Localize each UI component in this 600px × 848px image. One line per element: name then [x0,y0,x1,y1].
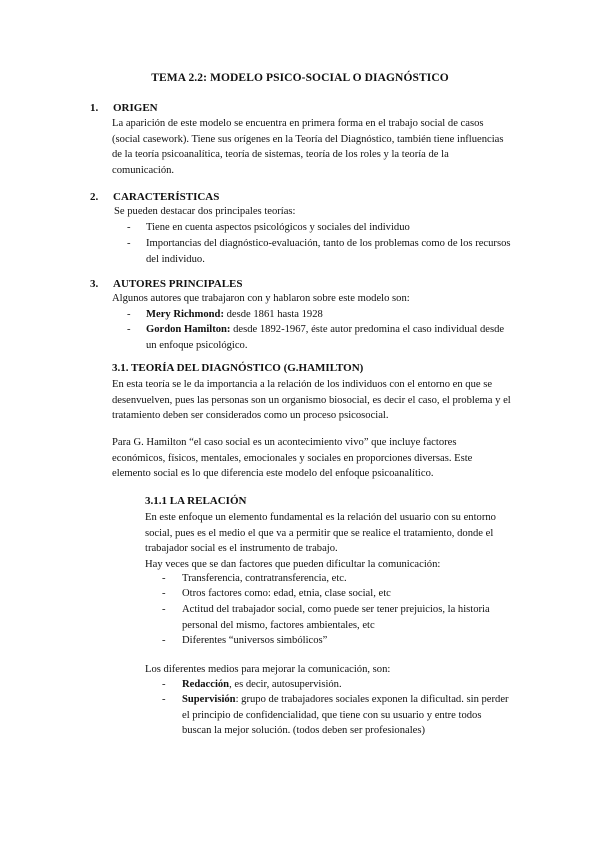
section-title: AUTORES PRINCIPALES [113,278,243,290]
list-item-text: Transferencia, contratransferencia, etc. [182,573,347,584]
list-item-text: Otros factores como: edad, etnia, clase social, etc [182,588,391,599]
means-item [162,692,582,740]
text-line: de la teoría psicoanalítica, teoría de sistemas, teoría de los roles y la teoría de la [112,149,449,161]
author-name: Gordon Hamilton: [146,324,231,335]
teoria-paragraph-1 [112,377,511,424]
autores-intro: Algunos autores que trabajaron con y hablaron sobre este modelo son: [112,293,410,304]
bullet-dash: - [162,604,166,615]
section-number: 2. [90,191,99,203]
bullet-dash: - [127,238,131,249]
text-line: buscan la mejor solución. (todos deben ser profesionales) [182,725,425,737]
bullet-dash: - [162,635,166,646]
subsection-heading-la-relacion: 3.1.1 LA RELACIÓN [145,495,247,507]
document-title: TEMA 2.2: MODELO PSICO-SOCIAL O DIAGNÓSTICO [151,72,449,84]
text-line: En esta teoría se le da importancia a la relación de los individuos con el entorno en que se [112,379,493,390]
factor-item [162,571,562,587]
factor-item [162,633,562,649]
text-line: del individuo. [146,253,205,265]
author-dates: desde 1861 hasta 1928 [223,309,323,320]
caracteristicas-intro: Se pueden destacar dos principales teorías: [114,206,296,217]
section-heading-caracteristicas [90,191,219,203]
means-text: : grupo de trabajadores sociales exponen la dificultad. sin perder [235,694,509,705]
text-line: elemento social es lo que diferencia este modelo del enfoque psicoanalítico. [112,468,434,480]
list-item-text: Diferentes “universos simbólicos” [182,635,328,646]
means-item [162,677,562,693]
section-title: CARACTERÍSTICAS [113,191,220,203]
section-number: 3. [90,278,99,290]
text-line: comunicación. [112,164,175,176]
means-intro: Los diferentes medios para mejorar la comunicación, son: [145,664,391,675]
teoria-paragraph-2 [112,435,472,482]
text-line: Actitud del trabajador social, como puede ser tener prejuicios, la historia [182,604,490,615]
bullet-dash: - [127,222,131,233]
text-line: personal del mismo, factores ambientales, etc [182,619,375,631]
bullet-dash: - [162,573,166,584]
text-line: el principio de confidencialidad, que tiene con su usuario y entre todos [182,709,482,721]
origen-paragraph [112,116,504,178]
list-item-text [146,236,511,267]
text-line: desenvuelven, pues las personas son un organismo biosocial, es decir el caso, el problema y el [112,394,511,406]
factor-item [162,602,562,634]
section-number: 1. [90,102,99,114]
bullet-dash: - [162,679,166,690]
author-item [127,307,567,323]
relacion-paragraph [145,510,496,572]
bullet-dash: - [127,324,131,335]
author-item [127,322,567,354]
list-item [127,236,567,268]
text-line: En este enfoque un elemento fundamental es la relación del usuario con su entorno [145,512,496,523]
text-line: Para G. Hamilton “el caso social es un acontecimiento vivo” que incluye factores [112,437,457,448]
author-dates: desde 1892-1967, éste autor predomina el caso individual desde [230,324,505,335]
means-text: , es decir, autosupervisión. [229,679,342,690]
means-term: Supervisión [182,694,236,705]
text-line: social, pues es el medio el que va a permitir que se realice el tratamiento, donde el [145,527,494,539]
text-line: un enfoque psicológico. [146,339,248,351]
text-line: La aparición de este modelo se encuentra en primera forma en el trabajo social de casos [112,118,484,129]
means-term: Redacción [182,679,230,690]
text-line: Importancias del diagnóstico-evaluación, tanto de los problemas como de los recursos [146,238,511,249]
bullet-dash: - [127,309,131,320]
list-item [127,220,567,236]
section-title: ORIGEN [113,102,158,114]
bullet-dash: - [162,694,166,705]
bullet-dash: - [162,588,166,599]
text-line: económicos, físicos, mentales, emocionales y sociales en proporciones diversas. Este [112,452,473,464]
text-line: tratamiento deben ser considerados como un proceso psicosocial. [112,410,389,422]
list-item-text: Tiene en cuenta aspectos psicológicos y sociales del individuo [146,222,410,233]
author-name: Mery Richmond: [146,309,224,320]
factor-item [162,586,562,602]
section-heading-autores [90,278,242,290]
subsection-heading-teoria-diagnostico: 3.1. TEORÍA DEL DIAGNÓSTICO (G.HAMILTON) [112,362,364,374]
text-line: Hay veces que se dan factores que pueden dificultar la comunicación: [145,558,441,570]
list-item-text [182,602,490,633]
text-line: (social casework). Tiene sus orígenes en la Teoría del Diagnóstico, también tiene influencias [112,133,504,145]
section-heading-origen [90,102,158,114]
text-line: trabajador social es el instrumento de trabajo. [145,543,338,555]
